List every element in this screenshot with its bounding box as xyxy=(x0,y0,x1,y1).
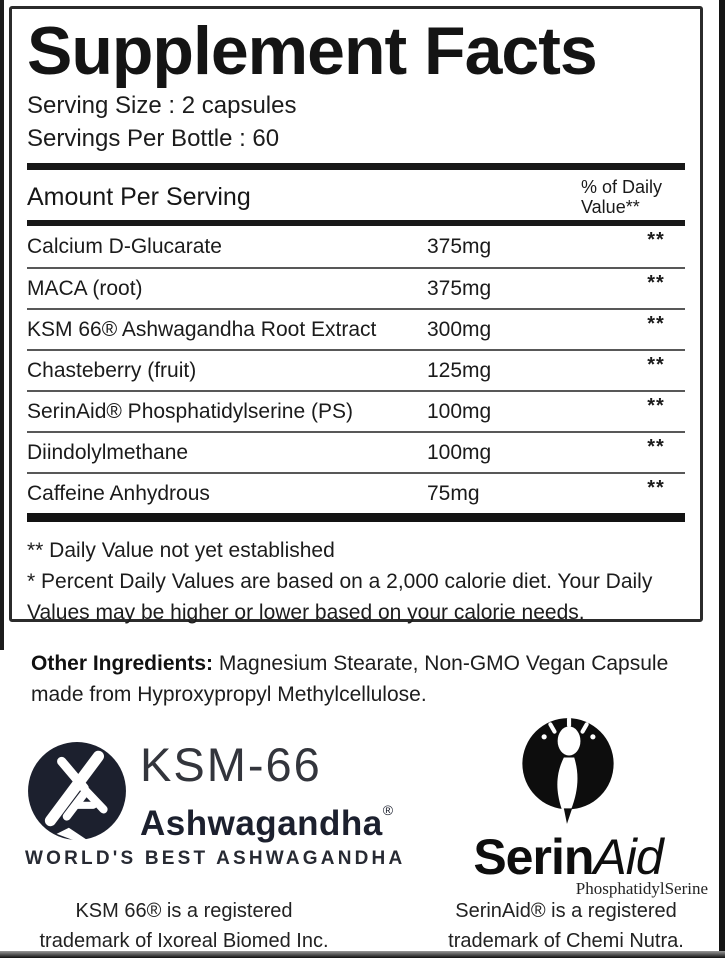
ingredient-amount: 75mg xyxy=(427,481,480,505)
ingredient-amount: 300mg xyxy=(427,317,492,341)
daily-value-asterisks: ** xyxy=(647,354,665,376)
ksm66-brand-sub: Ashwagandha® xyxy=(140,802,394,843)
daily-value-asterisks: ** xyxy=(647,229,665,251)
serinaid-logo xyxy=(424,714,712,899)
other-ingredients-label: Other Ingredients: xyxy=(31,652,214,675)
ingredient-name: Diindolylmethane xyxy=(27,440,189,464)
servings-per-bottle: Servings Per Bottle : 60 xyxy=(27,125,280,152)
ingredient-table xyxy=(27,226,685,513)
panel-title: Supplement Facts xyxy=(27,13,597,89)
table-row xyxy=(27,308,685,349)
footnote-daily-value: ** Daily Value not yet established xyxy=(27,539,335,562)
ingredient-amount: 100mg xyxy=(427,440,492,464)
scan-edge-left xyxy=(0,0,4,650)
ingredient-name: Calcium D-Glucarate xyxy=(27,234,222,258)
daily-value-asterisks: ** xyxy=(647,272,665,294)
daily-value-asterisks: ** xyxy=(647,477,665,499)
ksm66-logo xyxy=(26,740,394,847)
serinaid-trademark-note: SerinAid® is a registered trademark of Chemi Nutra. xyxy=(448,900,684,952)
table-row xyxy=(27,267,685,308)
daily-value-header: % of Daily Value** xyxy=(581,177,663,217)
ksm66-wordmark xyxy=(140,740,394,847)
ingredient-amount: 100mg xyxy=(427,399,492,423)
divider-thick-top xyxy=(27,163,685,170)
ingredient-name: Caffeine Anhydrous xyxy=(27,481,210,505)
serinaid-wordmark: SerinAid xyxy=(473,829,663,885)
divider-thick-bottom xyxy=(27,513,685,522)
ingredient-amount: 125mg xyxy=(427,358,492,382)
ingredient-name: KSM 66® Ashwagandha Root Extract xyxy=(27,317,377,341)
table-row xyxy=(27,226,685,267)
ksm66-brand-name: KSM-66 xyxy=(140,738,322,791)
ingredient-name: Chasteberry (fruit) xyxy=(27,358,197,382)
serinaid-figure-icon xyxy=(424,714,712,831)
table-row xyxy=(27,472,685,513)
daily-value-asterisks: ** xyxy=(647,395,665,417)
supplement-facts-panel xyxy=(9,6,703,622)
table-row xyxy=(27,431,685,472)
daily-value-asterisks: ** xyxy=(647,436,665,458)
scan-edge-right xyxy=(719,0,725,958)
table-header xyxy=(27,170,685,220)
daily-value-asterisks: ** xyxy=(647,313,665,335)
ingredient-amount: 375mg xyxy=(427,276,492,300)
other-ingredients xyxy=(31,648,683,710)
amount-per-serving-header: Amount Per Serving xyxy=(27,183,251,211)
ingredient-name: MACA (root) xyxy=(27,276,143,300)
table-row xyxy=(27,390,685,431)
other-ingredients-text: Magnesium Stearate, Non-GMO Vegan Capsule made from Hyproxypropyl Methylcellulose. xyxy=(31,652,669,706)
ingredient-amount: 375mg xyxy=(427,234,492,258)
registered-mark: ® xyxy=(382,802,394,818)
ksm66-tagline: WORLD'S BEST ASHWAGANDHA xyxy=(25,848,406,869)
ingredient-name: SerinAid® Phosphatidylserine (PS) xyxy=(27,399,353,423)
ksm66-trademark-note: KSM 66® is a registered trademark of Ixoreal Biomed Inc. xyxy=(39,900,329,952)
table-row xyxy=(27,349,685,390)
footnotes xyxy=(27,522,685,628)
serinaid-sub-brand: PhosphatidylSerine xyxy=(575,879,708,898)
ksm66-root-icon xyxy=(26,740,128,847)
serving-size: Serving Size : 2 capsules xyxy=(27,92,297,119)
footnote-percent-dv: * Percent Daily Values are based on a 2,000 calorie diet. Your Daily Values may be higher or lower based on your calorie needs. xyxy=(27,570,653,624)
